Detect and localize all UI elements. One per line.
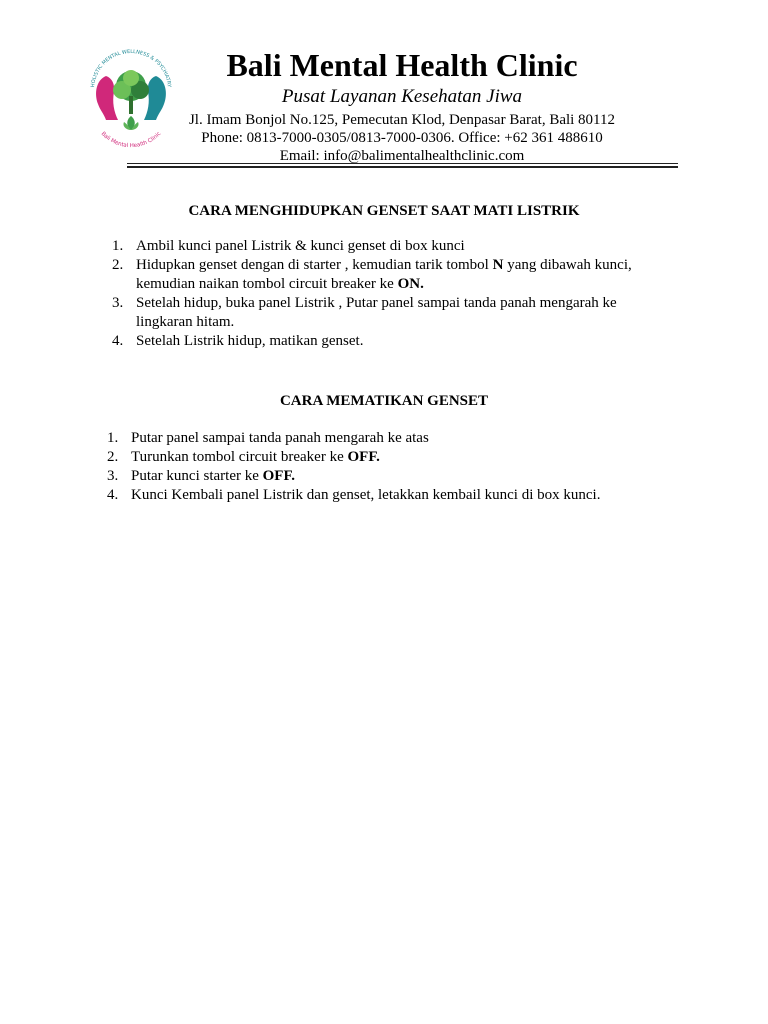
clinic-tagline: Pusat Layanan Kesehatan Jiwa: [281, 86, 523, 107]
list-item: 4. Setelah Listrik hidup, matikan genset.: [112, 333, 364, 349]
section-title-start-genset: CARA MENGHIDUPKAN GENSET SAAT MATI LISTRIK: [188, 203, 580, 219]
header-divider-thick: [127, 166, 678, 168]
list-item: 1. Putar panel sampai tanda panah mengarah ke atas: [107, 430, 429, 446]
logo-bottom-text: Bali Mental Health Clinic: [99, 130, 163, 150]
letterhead: [180, 44, 624, 165]
section-title-stop-genset: CARA MEMATIKAN GENSET: [279, 393, 489, 409]
clinic-name: Bali Mental Health Clinic: [226, 47, 578, 83]
clinic-phone: Phone: 0813-7000-0305/0813-7000-0306. Office: +62 361 488610: [201, 130, 603, 146]
header-divider-thin: [127, 163, 678, 164]
logo-arc-text: HOLISTIC MENTAL WELLNESS & PSYCHIATRY: [90, 48, 172, 88]
list-item: 2. Hidupkan genset dengan di starter , kemudian tarik tombol N yang dibawah kunci, kemudian naikan tombol circuit breaker ke ON.: [112, 257, 632, 292]
clinic-address: Jl. Imam Bonjol No.125, Pemecutan Klod, Denpasar Barat, Bali 80112: [188, 112, 616, 128]
list-item: 4. Kunci Kembali panel Listrik dan genset, letakkan kembail kunci di box kunci.: [107, 487, 601, 503]
svg-text:Bali Mental Health Clinic: [100, 131, 163, 149]
list-item: 3. Putar kunci starter ke OFF.: [107, 468, 295, 484]
start-genset-steps: [112, 237, 652, 351]
list-item: 1. Ambil kunci panel Listrik & kunci genset di box kunci: [112, 238, 465, 254]
list-item: 3. Setelah hidup, buka panel Listrik , Putar panel sampai tanda panah mengarah ke lingkaran hitam.: [112, 295, 617, 330]
list-item: 2. Turunkan tombol circuit breaker ke OFF.: [107, 449, 380, 465]
clinic-email: Email: info@balimentalhealthclinic.com: [279, 148, 525, 164]
clinic-logo: [84, 46, 178, 150]
stop-genset-steps: [107, 429, 667, 505]
